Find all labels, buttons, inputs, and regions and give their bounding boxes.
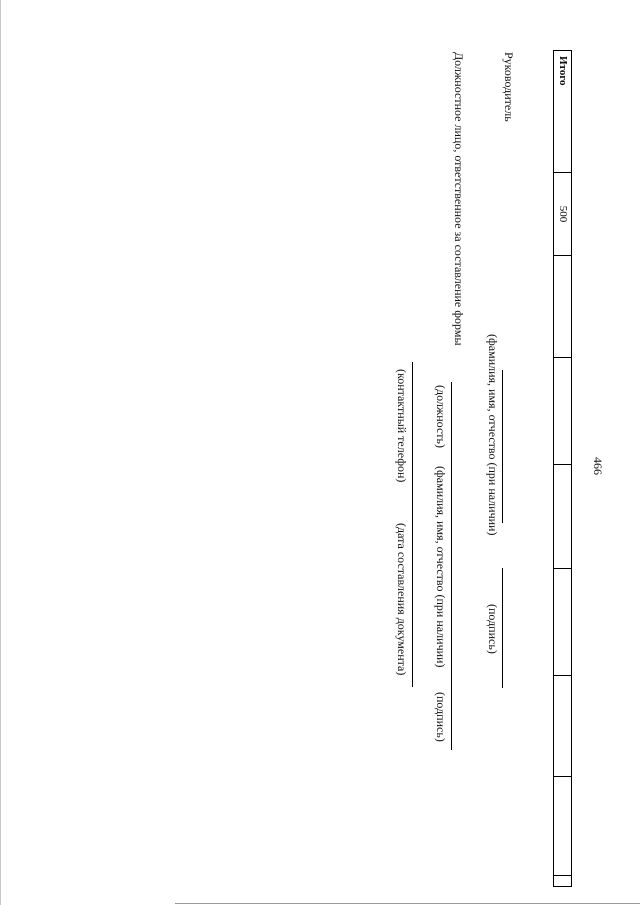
head-name-signature-line	[502, 370, 503, 523]
head-label: Руководитель	[502, 52, 516, 122]
total-label: Итого	[554, 51, 572, 173]
table-cell-value: 500	[554, 173, 572, 256]
table-cell-empty	[554, 358, 572, 465]
official-date-caption: (дата составления документа)	[395, 523, 409, 676]
official-signature-line	[451, 382, 452, 750]
table-cell-empty	[554, 465, 572, 569]
head-name-caption: (фамилия, имя, отчество (при наличии)	[486, 334, 500, 536]
official-phone-caption: (контактный телефон)	[395, 369, 409, 483]
table-cell-empty	[554, 569, 572, 676]
official-label: Должностное лицо, ответственное за составление формы	[452, 52, 466, 346]
total-table	[553, 50, 572, 887]
table-cell-empty	[554, 256, 572, 358]
table-cell-empty	[554, 676, 572, 777]
official-position-caption: (должность)	[434, 385, 448, 448]
official-signature-caption: (подпись)	[434, 692, 448, 742]
table-cell-empty	[554, 777, 572, 876]
official-contact-line	[412, 362, 413, 687]
table-cell-empty	[554, 876, 572, 887]
table-row-total	[554, 51, 572, 887]
head-signature-line	[502, 568, 503, 688]
page-number: 466	[591, 457, 605, 475]
head-signature-caption: (подпись)	[486, 604, 500, 654]
official-name-caption: (фамилия, имя, отчество (при наличии)	[434, 466, 448, 668]
